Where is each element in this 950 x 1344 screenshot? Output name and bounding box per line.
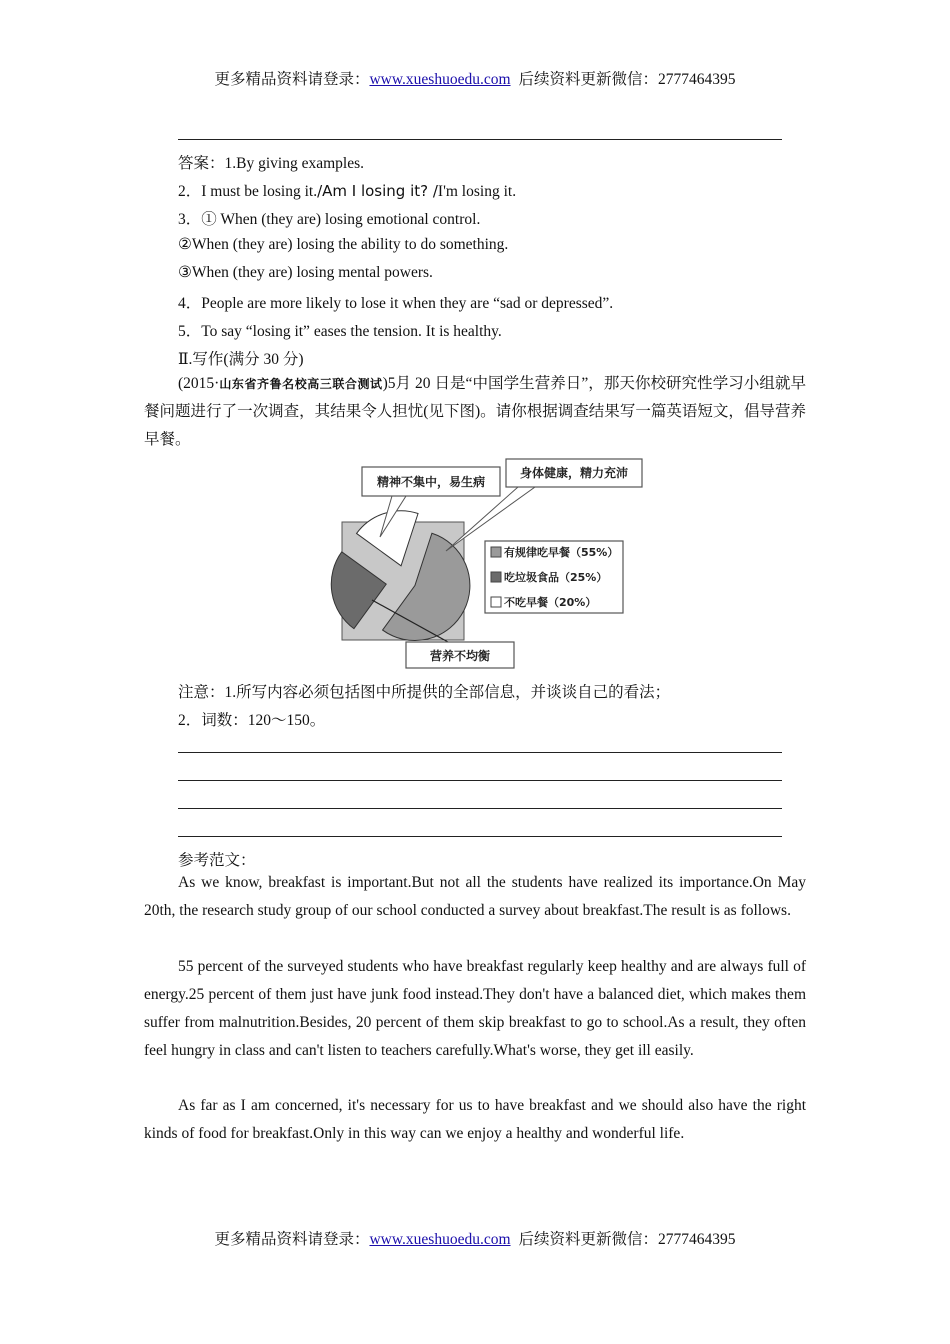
legend-swatch-junk (491, 572, 501, 582)
callout-healthy: 身体健康，精力充沛 (519, 466, 629, 480)
sample-paragraph-2: 55 percent of the surveyed students who have breakfast regularly keep healthy and are always full of energy.25 percent of them just have junk food instead.They don't have a balanced diet, which makes them suffer from malnutrition.Besides, 20 percent of them skip breakfast to go to school.As a result, they often feel hungry in class and can't listen to teachers carefully.What's worse, they get ill easily. (144, 958, 806, 1059)
answer-2-part-c: I'm losing it. (437, 183, 517, 200)
prompt-text: )5月 20 日是“中国学生营养日”，那天你校研究性学习小组就早餐问题进行了一次调查，其结果令人担忧(见下图)。请你根据调查结果写一篇英语短文，倡导营养早餐。 (144, 375, 806, 448)
answer-line-5: ③When (they are) losing mental powers. (178, 264, 433, 281)
prompt-source-open: (2015· (178, 375, 220, 392)
prompt-source-name: 山东省齐鲁名校高三联合测试 (219, 377, 383, 391)
writing-note-1: 注意：1.所写内容必须包括图中所提供的全部信息，并谈谈自己的看法； (178, 684, 671, 701)
answer-line[interactable] (178, 780, 782, 781)
footer-prefix: 更多精品资料请登录： (214, 1231, 370, 1248)
answer-line[interactable] (178, 752, 782, 753)
legend-swatch-regular (491, 547, 501, 557)
answer-2-part-b: /Am I losing it? / (317, 182, 438, 200)
header-link[interactable]: www.xueshuoedu.com (369, 71, 511, 88)
callout-sick: 精神不集中，易生病 (376, 475, 486, 489)
answer-line[interactable] (178, 836, 782, 837)
breakfast-pie-chart (330, 455, 650, 675)
answer-line-1: 答案：1.By giving examples. (178, 155, 364, 172)
legend-label-junk: 吃垃圾食品（25%） (504, 571, 608, 584)
writing-note-2: 2．词数：120～150。 (178, 712, 326, 729)
writing-prompt (144, 370, 806, 454)
answer-2-part-a: 2．I must be losing it. (178, 183, 318, 200)
answer-line-7: 5．To say “losing it” eases the tension. It is healthy. (178, 323, 502, 340)
answer-line-2 (178, 179, 516, 201)
answer-line-6: 4．People are more likely to lose it when they are “sad or depressed”. (178, 295, 614, 312)
sample-title: 参考范文： (178, 852, 256, 869)
callout-unbalanced: 营养不均衡 (429, 649, 491, 663)
page-header (0, 67, 950, 89)
header-prefix: 更多精品资料请登录： (214, 71, 370, 88)
legend-swatch-skip (491, 597, 501, 607)
answer-line-4: ②When (they are) losing the ability to do something. (178, 236, 509, 253)
answer-line[interactable] (178, 808, 782, 809)
answer-line-3: 3．① When (they are) losing emotional control. (178, 211, 481, 228)
top-divider (178, 139, 782, 140)
legend-label-skip: 不吃早餐（20%） (504, 596, 597, 609)
sample-paragraph-3: As far as I am concerned, it's necessary for us to have breakfast and we should also have the right kinds of food for breakfast.Only in this way can we enjoy a healthy and wonderful life. (144, 1097, 806, 1142)
footer-suffix: 后续资料更新微信：2777464395 (518, 1231, 736, 1248)
sample-paragraph-1: As we know, breakfast is important.But not all the students have realized its importance.On May 20th, the research study group of our school conducted a survey about breakfast.The result is as follows. (144, 874, 806, 919)
writing-heading: Ⅱ.写作(满分 30 分) (178, 351, 304, 368)
legend-label-regular: 有规律吃早餐（55%） (504, 546, 619, 559)
footer-link[interactable]: www.xueshuoedu.com (369, 1231, 511, 1248)
page-footer (0, 1227, 950, 1249)
header-suffix: 后续资料更新微信：2777464395 (518, 71, 736, 88)
